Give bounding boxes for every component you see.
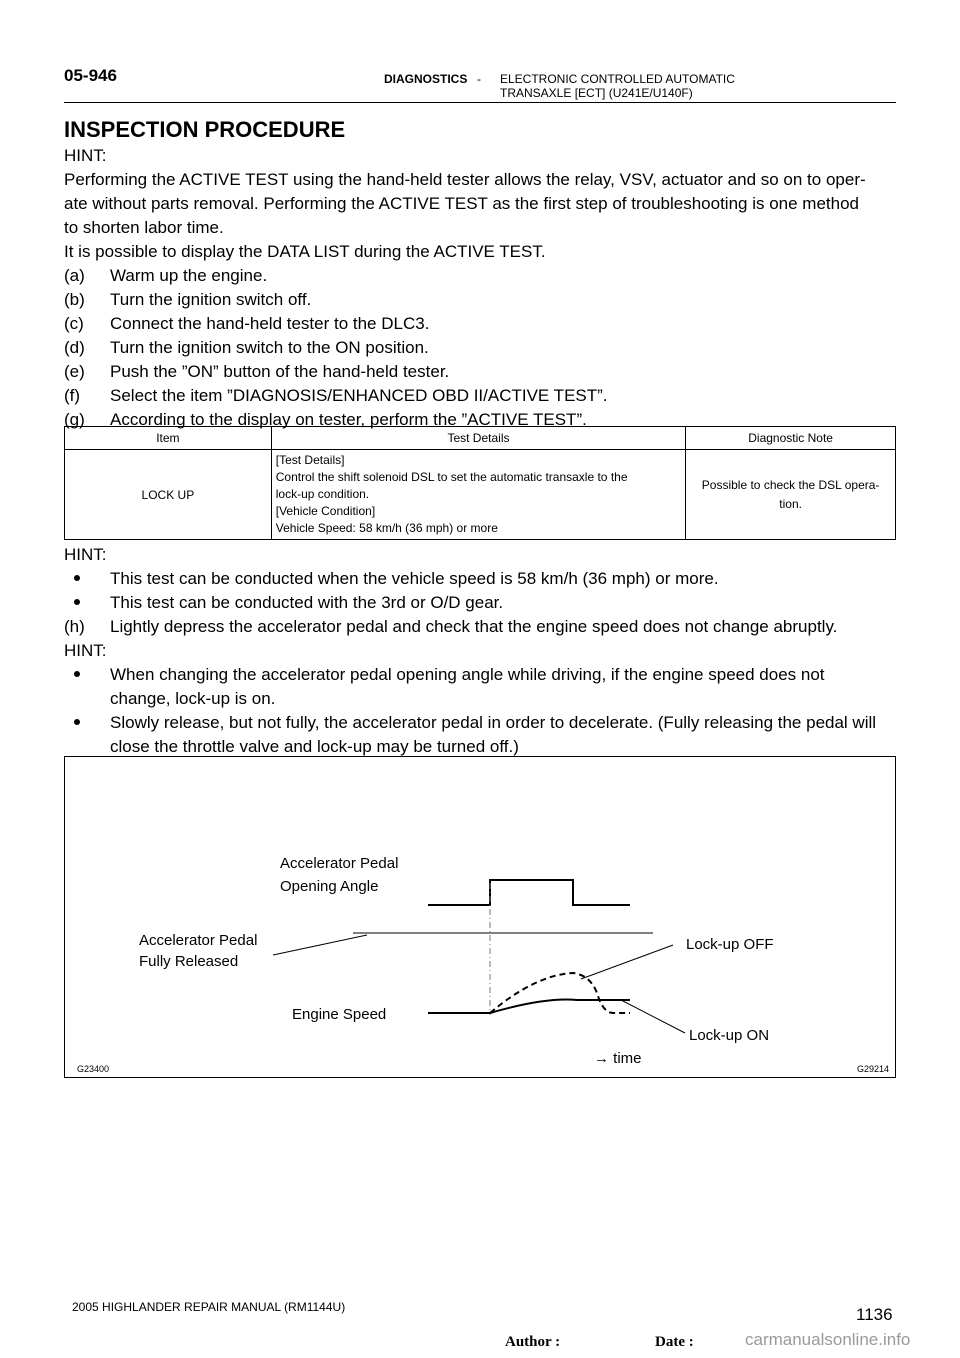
header-rule (64, 102, 896, 103)
bullet-icon (74, 599, 80, 605)
page-title: INSPECTION PROCEDURE (64, 117, 346, 142)
table-cell-note (686, 450, 896, 540)
label-lockup-off: Lock-up OFF (686, 936, 774, 953)
intro-line-4: It is possible to display the DATA LIST during the ACTIVE TEST. (64, 242, 546, 261)
step-label: (c) (64, 314, 84, 333)
bullet-text-continued: close the throttle valve and lock-up may be turned off.) (110, 737, 519, 756)
bullet-icon (74, 575, 80, 581)
intro-line-3: to shorten labor time. (64, 218, 224, 237)
step-text: Connect the hand-held tester to the DLC3. (110, 314, 430, 333)
page-code: 05-946 (64, 66, 117, 85)
lockup-diagram-graphic (65, 757, 895, 1077)
table-header-diagnostic-note: Diagnostic Note (686, 427, 896, 450)
step-text: Push the ”ON” button of the hand-held tester. (110, 362, 450, 381)
details-line: [Test Details] (275, 453, 345, 467)
label-time: → time (594, 1050, 642, 1067)
hint-label: HINT: (64, 545, 107, 564)
bullet-text: This test can be conducted when the vehicle speed is 58 km/h (36 mph) or more. (110, 569, 719, 588)
table-header-item: Item (65, 427, 272, 450)
header-dash: - (477, 72, 481, 86)
table-header-test-details: Test Details (271, 427, 685, 450)
leader-released (273, 935, 367, 955)
lockup-diagram (64, 756, 896, 1078)
label-pedal-angle-2: Opening Angle (280, 878, 379, 895)
step-text: Turn the ignition switch to the ON position. (110, 338, 429, 357)
hint-label: HINT: (64, 146, 107, 165)
step-label: (g) (64, 410, 85, 429)
note-line-2: tion. (779, 496, 802, 511)
pedal-angle-trace (428, 880, 630, 905)
footer-page-number: 1136 (856, 1305, 893, 1324)
step-text: Lightly depress the accelerator pedal and check that the engine speed does not change abruptly. (110, 617, 838, 636)
active-test-table (64, 426, 896, 540)
bullet-text: When changing the accelerator pedal opening angle while driving, if the engine speed does not (110, 665, 825, 684)
table-row (65, 450, 896, 540)
table-cell-details (271, 450, 685, 540)
footer-author-label: Author : (505, 1334, 561, 1350)
step-label: (h) (64, 617, 85, 636)
watermark: carmanualsonline.info (745, 1330, 911, 1349)
details-line: lock-up condition. (275, 487, 370, 501)
leader-lockup-off (581, 945, 673, 979)
footer-manual: 2005 HIGHLANDER REPAIR MANUAL (RM1144U) (72, 1300, 346, 1314)
bullet-icon (74, 719, 80, 725)
bullet-text: This test can be conducted with the 3rd or O/D gear. (110, 593, 504, 612)
details-line: [Vehicle Condition] (275, 504, 376, 518)
note-line-1: Possible to check the DSL opera- (701, 477, 880, 492)
bullet-text-continued: change, lock-up is on. (110, 689, 276, 708)
figure-id-left: G23400 (77, 1064, 110, 1074)
header-title-line1: ELECTRONIC CONTROLLED AUTOMATIC (500, 72, 735, 86)
details-line: Control the shift solenoid DSL to set the automatic transaxle to the (275, 470, 628, 484)
label-released-2: Fully Released (139, 953, 239, 970)
step-label: (f) (64, 386, 81, 405)
intro-line-1: Performing the ACTIVE TEST using the hand-held tester allows the relay, VSV, actuator and so on to oper- (64, 170, 866, 189)
table-header-row (65, 427, 896, 450)
label-lockup-on: Lock-up ON (689, 1027, 770, 1044)
step-text: Turn the ignition switch off. (110, 290, 312, 309)
step-label: (a) (64, 266, 85, 285)
label-released-1: Accelerator Pedal (139, 932, 258, 949)
header-section: DIAGNOSTICS (384, 72, 468, 86)
hint-label: HINT: (64, 641, 107, 660)
bullet-text: Slowly release, but not fully, the accelerator pedal in order to decelerate. (Fully releasing the pedal will (110, 713, 877, 732)
lockup-on-trace (490, 1000, 630, 1013)
leader-lockup-on (621, 1000, 685, 1033)
step-label: (d) (64, 338, 85, 357)
step-text: According to the display on tester, perform the ”ACTIVE TEST”. (110, 410, 587, 429)
step-label: (e) (64, 362, 85, 381)
table-cell-item: LOCK UP (65, 450, 272, 540)
footer-date-label: Date : (655, 1334, 694, 1350)
step-label: (b) (64, 290, 85, 309)
figure-id-right: G29214 (857, 1064, 890, 1074)
details-line: Vehicle Speed: 58 km/h (36 mph) or more (275, 521, 498, 535)
label-pedal-angle-1: Accelerator Pedal (280, 855, 399, 872)
intro-line-2: ate without parts removal. Performing the ACTIVE TEST as the first step of troubleshooting is one method (64, 194, 859, 213)
step-text: Select the item ”DIAGNOSIS/ENHANCED OBD II/ACTIVE TEST”. (110, 386, 608, 405)
bullet-icon (74, 671, 80, 677)
header-title-line2: TRANSAXLE [ECT] (U241E/U140F) (500, 86, 693, 100)
label-engine-speed: Engine Speed (292, 1006, 387, 1023)
step-text: Warm up the engine. (110, 266, 268, 285)
